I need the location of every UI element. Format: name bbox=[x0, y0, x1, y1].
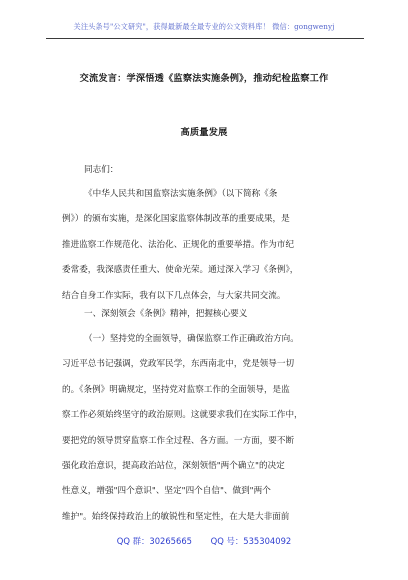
paragraph-section-1 bbox=[62, 327, 356, 530]
footer-qq-number: QQ 号：535304092 bbox=[210, 536, 292, 546]
paragraph-line: 结合自身工作实际，我有以下几点体会，与大家共同交流。 bbox=[62, 290, 286, 301]
paragraph-line: 察工作必须始终坚守的政治原则。这就要求我们在实际工作中， bbox=[62, 410, 303, 421]
paragraph-line: 推进监察工作规范化、法治化、正规化的重要举措。作为市纪 bbox=[62, 239, 295, 250]
footer-qq-group: QQ 群：30265665 bbox=[116, 536, 192, 546]
document-title-line-1: 交流发言：学深悟透《监察法实施条例》，推动纪检监察工作 bbox=[79, 73, 329, 84]
paragraph-line: 例》）的颁布实施，是深化国家监察体制改革的重要成果，是 bbox=[62, 214, 290, 225]
paragraph-line: 强化政治意识，提高政治站位，深刻领悟"两个确立"的决定 bbox=[62, 461, 285, 472]
paragraph-line: 《中华人民共和国监察法实施条例》（以下简称《条 bbox=[84, 189, 278, 199]
document-title-line-2: 高质量发展 bbox=[180, 127, 228, 138]
paragraph-line: 的。《条例》明确规定，坚持党对监察工作的全面领导，是监 bbox=[62, 384, 290, 395]
header-banner: 关注头条号"公文研究"，获得最新最全最专业的公文资料库！ 微信：gongwenyj bbox=[73, 22, 335, 31]
paragraph-line: 习近平总书记强调，党政军民学，东西南北中，党是领导一切 bbox=[62, 359, 295, 370]
paragraph-line: 要把党的领导贯穿监察工作全过程、各方面。一方面，要不断 bbox=[62, 435, 295, 446]
header-divider bbox=[46, 38, 364, 39]
greeting: 同志们： bbox=[84, 165, 119, 175]
footer-contact bbox=[0, 535, 408, 547]
paragraph-intro bbox=[62, 182, 356, 309]
paragraph-line: 委常委，我深感责任重大、使命光荣。通过深入学习《条例》， bbox=[62, 265, 299, 276]
paragraph-line: （一）坚持党的全面领导，确保监察工作正确政治方向。 bbox=[84, 334, 299, 344]
paragraph-line: 性意义，增强"四个意识"、坚定"四个自信"、做到"两个 bbox=[62, 486, 271, 497]
section-heading: 一、深刻领会《条例》精神，把握核心要义 bbox=[84, 309, 248, 319]
paragraph-line: 维护"。始终保持政治上的敏锐性和坚定性，在大是大非面前 bbox=[62, 511, 290, 522]
